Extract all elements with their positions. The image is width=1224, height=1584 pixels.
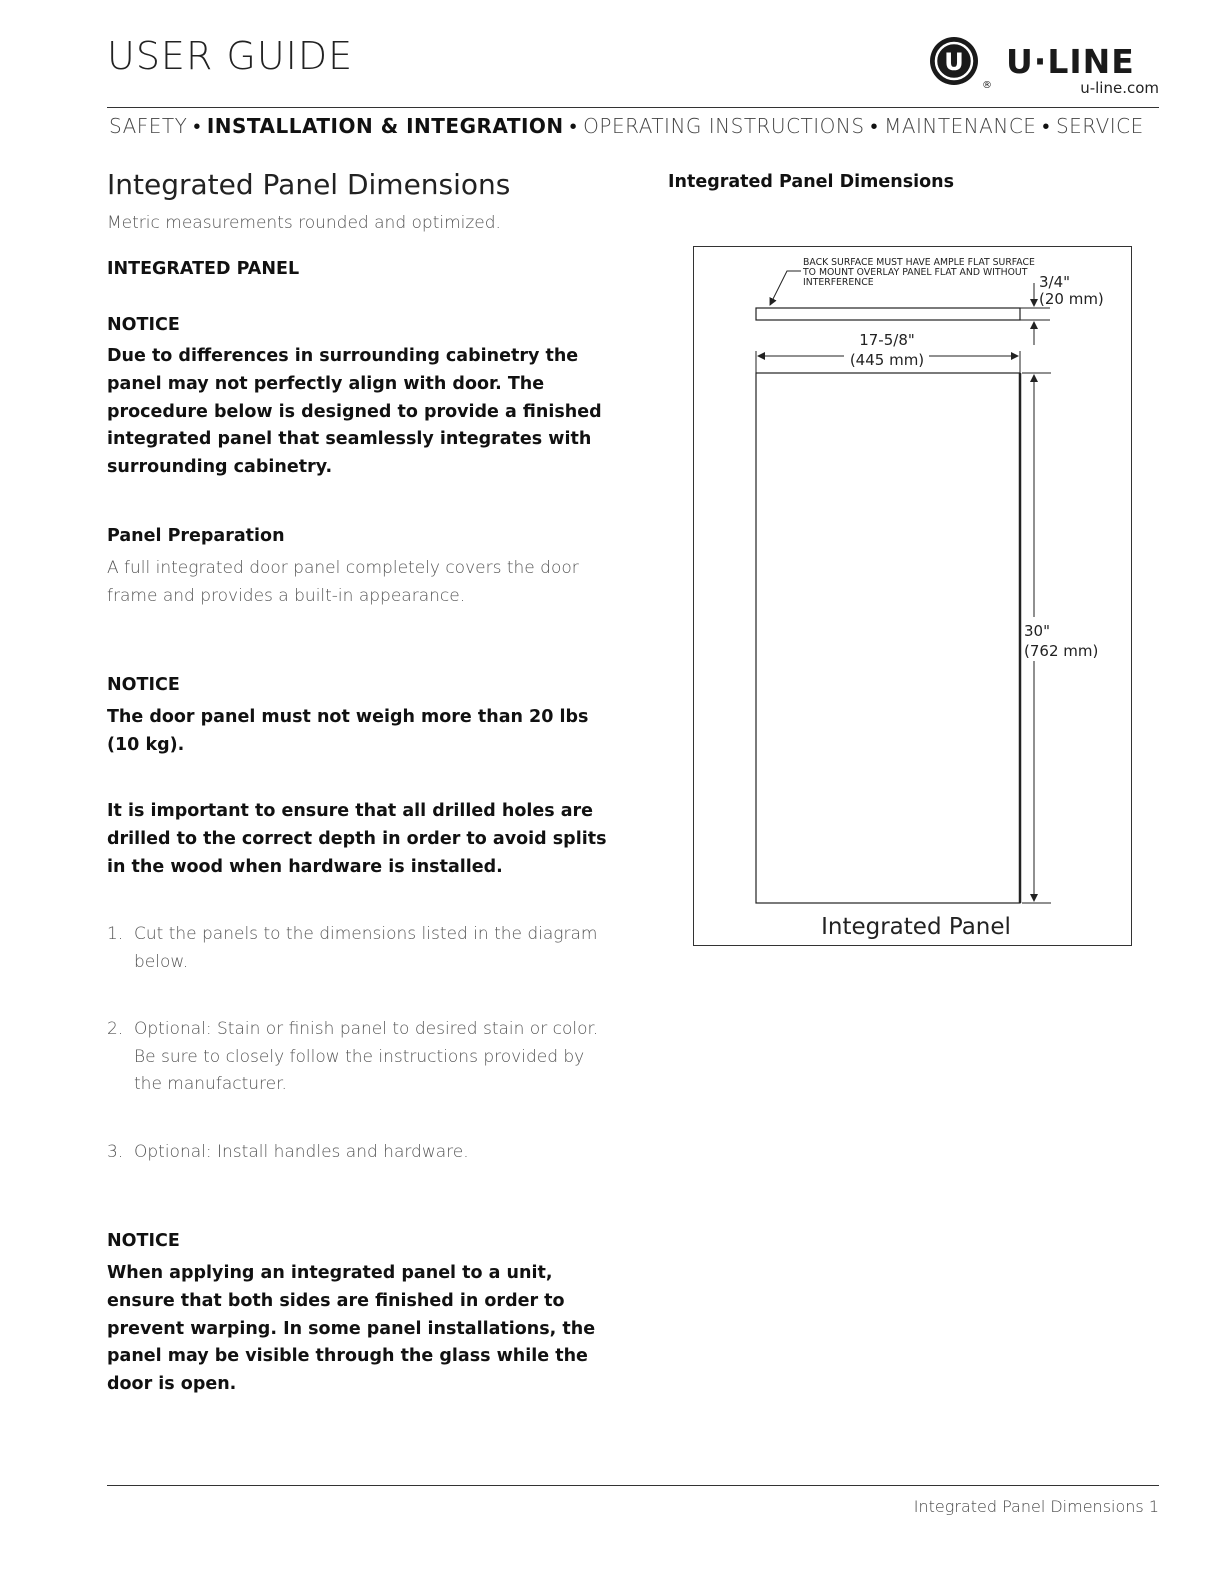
height-mm-label: (762 mm) [1024,642,1099,660]
panel-preparation-heading: Panel Preparation [107,526,285,546]
nav-item-installation-integration: INSTALLATION & INTEGRATION [206,114,564,138]
width-in-label: 17-5/8" [859,331,915,349]
notice-weight-text: The door panel must not weigh more than 20 lbs (10 kg). [107,707,589,755]
step-text: Cut the panels to the dimensions listed in the diagram below. [134,924,598,972]
step-number: 3. [107,1142,124,1162]
footer-page-label: Integrated Panel Dimensions 1 [913,1497,1159,1516]
thickness-mm-label: (20 mm) [1039,290,1104,308]
panel-front-view [756,373,1020,903]
section-nav [109,114,1144,139]
registered-mark: ® [982,80,992,91]
site-url: u-line.com [1080,79,1159,97]
diagram-caption: Integrated Panel [821,914,1011,940]
step-item [107,1139,602,1167]
nav-item-service: SERVICE [1055,114,1144,138]
document-title: USER GUIDE [107,34,354,78]
nav-separator: • [1042,114,1050,138]
note-leader-arrow [770,271,801,305]
section-label: INTEGRATED PANEL [107,259,300,279]
panel-top-view [756,308,1020,320]
notice-finishing-text: When applying an integrated panel to a unit, ensure that both sides are finished in order to prevent warping. In some panel installations, the panel may be visible through the glass while the door is open. [107,1263,596,1395]
width-mm-label: (445 mm) [849,351,925,369]
page-subheading: Metric measurements rounded and optimized. [107,213,501,233]
page-heading: Integrated Panel Dimensions [107,168,511,201]
diagram-drawing [694,247,1133,947]
diagram-heading: Integrated Panel Dimensions [668,172,955,192]
nav-separator: • [870,114,879,138]
panel-preparation-text: A full integrated door panel completely covers the door frame and provides a built-in appearance. [107,558,579,606]
dimension-diagram [693,246,1132,946]
thickness-in-label: 3/4" [1039,273,1071,291]
diagram-note-line: BACK SURFACE MUST HAVE AMPLE FLAT SURFACE [803,257,1035,268]
step-item [107,1016,602,1099]
step-number: 1. [107,924,124,944]
header-divider [107,107,1159,108]
step-text: Optional: Install handles and hardware. [134,1142,469,1162]
nav-item-maintenance: MAINTENANCE [884,114,1037,138]
nav-separator: • [569,114,578,138]
nav-separator: • [193,114,201,138]
step-item [107,921,602,976]
footer-divider [107,1485,1159,1486]
step-text: Optional: Stain or finish panel to desired stain or color. Be sure to closely follow the instructions provided by the manufacturer. [134,1019,599,1094]
notice-label: NOTICE [107,1231,180,1251]
notice-drilling-text: It is important to ensure that all drilled holes are drilled to the correct depth in order to avoid splits in the wood when hardware is installed. [107,801,607,877]
notice-text: Due to differences in surrounding cabinetry the panel may not perfectly align with door. The procedure below is designed to provide a finished integrated panel that seamlessly integrates with surrounding cabinetry. [107,346,602,478]
diagram-note-line: INTERFERENCE [803,277,874,288]
diagram-note-line: TO MOUNT OVERLAY PANEL FLAT AND WITHOUT [803,267,1028,278]
nav-item-safety: SAFETY [109,114,188,138]
logo-mark-letter: U [944,48,964,76]
notice-label: NOTICE [107,675,180,695]
logo-wordmark: U·LINE [1006,42,1135,81]
nav-item-operating-instructions: OPERATING INSTRUCTIONS [583,114,865,138]
height-in-label: 30" [1024,622,1050,640]
step-number: 2. [107,1019,124,1039]
notice-label: NOTICE [107,315,180,335]
